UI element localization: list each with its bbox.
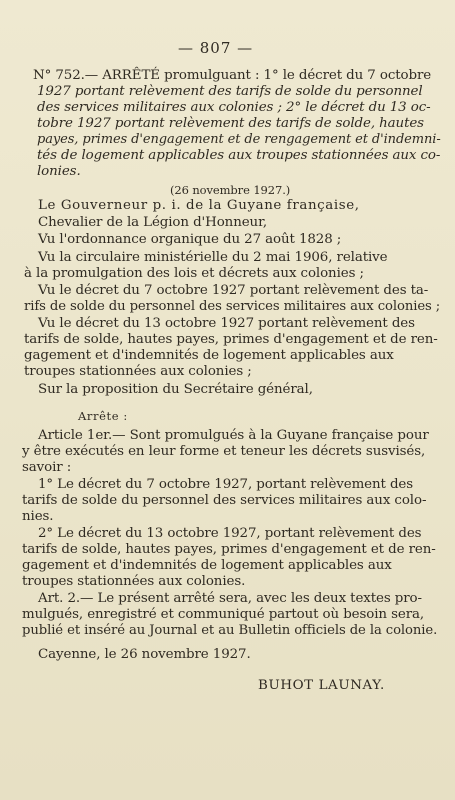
- vu-line: Vu le décret du 13 octobre 1927 portant relèvement des: [38, 316, 415, 331]
- vu-line: gagement et d'indemnités de logement applicables aux: [24, 348, 394, 363]
- header-line: des services militaires aux colonies ; 2° le décret du 13 oc-: [37, 100, 431, 115]
- article2-line: publié et inséré au Journal et au Bulletin officiels de la colonie.: [22, 623, 438, 638]
- item1-line: 1° Le décret du 7 octobre 1927, portant relèvement des: [38, 477, 414, 492]
- header-line: tés de logement applicables aux troupes stationnées aux co-: [37, 148, 441, 163]
- header-line: N° 752.— ARRÊTÉ promulguant : 1° le décret du 7 octobre: [33, 68, 432, 83]
- header-date: (26 novembre 1927.): [170, 183, 291, 197]
- place-date: Cayenne, le 26 novembre 1927.: [38, 647, 251, 662]
- item2-line: 2° Le décret du 13 octobre 1927, portant relèvement des: [38, 526, 422, 541]
- vu-line: rifs de solde du personnel des services militaires aux colonies ;: [24, 299, 441, 314]
- article1-line: savoir :: [22, 460, 72, 475]
- page-number: — 807 —: [178, 39, 254, 57]
- item2-line: tarifs de solde, hautes payes, primes d'engagement et de ren-: [22, 542, 436, 557]
- vu-line: Vu le décret du 7 octobre 1927 portant relèvement des ta-: [38, 283, 429, 298]
- vu-line: troupes stationnées aux colonies ;: [24, 364, 252, 379]
- vu-line: tarifs de solde, hautes payes, primes d'engagement et de ren-: [24, 332, 438, 347]
- proposition: Sur la proposition du Secrétaire général,: [38, 382, 313, 397]
- article1-line: Article 1er.— Sont promulgués à la Guyane française pour: [38, 428, 429, 443]
- vu-line: à la promulgation des lois et décrets aux colonies ;: [24, 266, 364, 281]
- preamble-line: Vu l'ordonnance organique du 27 août 1828 ;: [38, 232, 342, 247]
- arrete-label: Arrête :: [78, 409, 128, 423]
- article2-line: Art. 2.— Le présent arrêté sera, avec les deux textes pro-: [38, 591, 422, 606]
- item2-line: troupes stationnées aux colonies.: [22, 574, 246, 589]
- item1-line: nies.: [22, 509, 54, 524]
- preamble-line: Le Gouverneur p. i. de la Guyane française,: [38, 198, 360, 213]
- item1-line: tarifs de solde du personnel des services militaires aux colo-: [22, 493, 427, 508]
- preamble-line: Chevalier de la Légion d'Honneur,: [38, 215, 268, 230]
- header-line: tobre 1927 portant relèvement des tarifs de solde, hautes: [37, 116, 424, 131]
- article2-line: mulgués, enregistré et communiqué partout où besoin sera,: [22, 607, 425, 622]
- article1-line: y être exécutés en leur forme et teneur les décrets susvisés,: [22, 444, 426, 459]
- item2-line: gagement et d'indemnités de logement applicables aux: [22, 558, 392, 573]
- header-line: payes, primes d'engagement et de rengagement et d'indemni-: [37, 132, 441, 147]
- header-line: lonies.: [37, 164, 81, 179]
- header-line: 1927 portant relèvement des tarifs de solde du personnel: [37, 84, 423, 99]
- signature: BUHOT LAUNAY.: [258, 678, 385, 693]
- vu-line: Vu la circulaire ministérielle du 2 mai 1906, relative: [38, 250, 388, 265]
